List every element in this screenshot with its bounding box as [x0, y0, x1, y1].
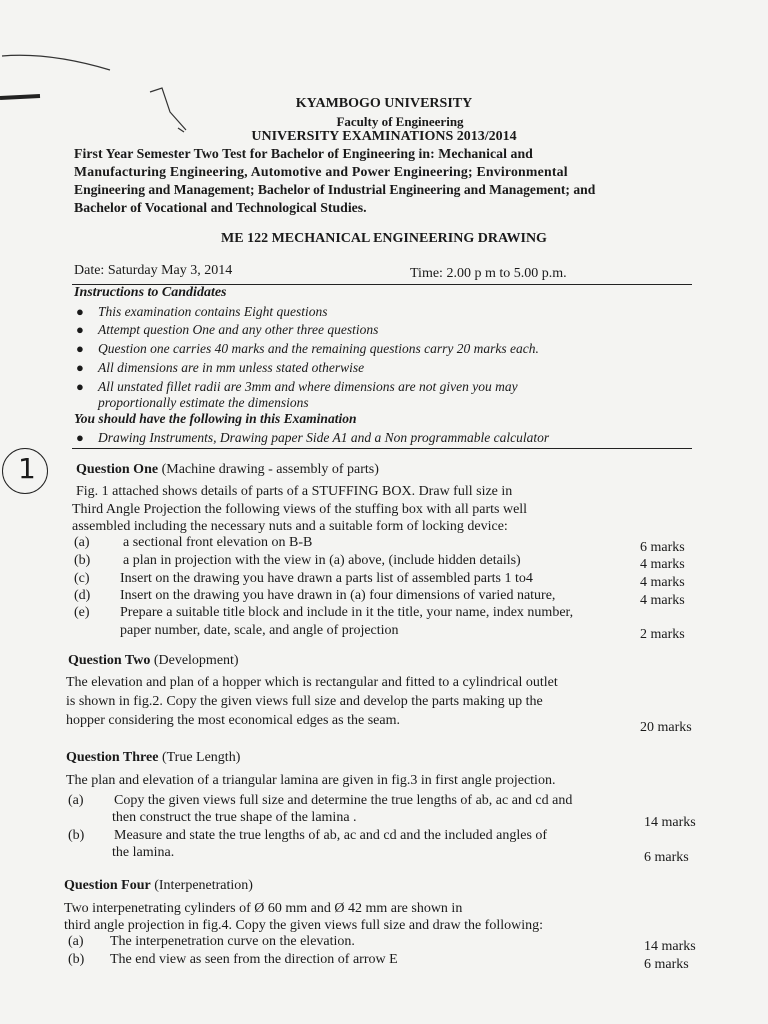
q3-part-text-cont: then construct the true shape of the lamina . [112, 810, 357, 825]
q1-title: Question One [76, 462, 159, 477]
q3-part-text-cont: the lamina. [112, 845, 175, 860]
q1-part-marks: 2 marks [640, 627, 685, 642]
q3-part-marks: 6 marks [644, 850, 689, 865]
q4-title: Question Four [64, 878, 151, 893]
q3-part-label: (b) [68, 828, 85, 843]
q2-marks: 20 marks [640, 720, 692, 735]
q1-part-label: (c) [74, 571, 90, 586]
bullet: ● [76, 430, 84, 445]
q4-part-label: (b) [68, 952, 85, 967]
program-line-2: Manufacturing Engineering, Automotive and Power Engineering; Environmental [74, 164, 568, 179]
exam-series: UNIVERSITY EXAMINATIONS 2013/2014 [251, 129, 517, 144]
q1-part-text: a sectional front elevation on B-B [123, 535, 313, 550]
q2-text-line: hopper considering the most economical edges as the seam. [66, 713, 400, 728]
q3-part-text: Copy the given views full size and determine the true lengths of ab, ac and cd and [114, 793, 573, 808]
q1-heading [76, 462, 379, 478]
instruction-item-cont: proportionally estimate the dimensions [98, 395, 309, 410]
q3-part-marks: 14 marks [644, 815, 696, 830]
bullet: ● [76, 379, 84, 394]
equipment-line: Drawing Instruments, Drawing paper Side A1 and a Non programmable calculator [98, 430, 550, 445]
q1-subtitle: (Machine drawing - assembly of parts) [161, 462, 379, 477]
q1-part-label: (d) [74, 588, 91, 603]
university-name: KYAMBOGO UNIVERSITY [295, 96, 473, 111]
q1-part-text: a plan in projection with the view in (a) above, (include hidden details) [123, 553, 521, 568]
margin-question-number: 1 [18, 452, 36, 485]
q4-part-text: The end view as seen from the direction of arrow E [110, 952, 398, 967]
q4-part-marks: 14 marks [644, 939, 696, 954]
q2-text-line: The elevation and plan of a hopper which is rectangular and fitted to a cylindrical outlet [66, 675, 558, 690]
faculty-name: Faculty of Engineering [336, 114, 464, 129]
q4-subtitle: (Interpenetration) [154, 878, 253, 893]
should-have-line: You should have the following in this Examination [74, 411, 357, 426]
q1-part-label: (e) [74, 605, 90, 620]
bullet: ● [76, 322, 84, 337]
q2-title: Question Two [68, 653, 151, 668]
exam-date: Date: Saturday May 3, 2014 [74, 263, 233, 278]
q1-part-text: Insert on the drawing you have drawn a parts list of assembled parts 1 to4 [120, 571, 533, 586]
q2-subtitle: (Development) [153, 653, 239, 668]
q3-heading [66, 750, 240, 766]
q4-heading [64, 878, 253, 894]
q1-part-marks: 4 marks [640, 575, 685, 590]
q3-subtitle: (True Length) [161, 750, 241, 765]
program-line-1: First Year Semester Two Test for Bachelor of Engineering in: Mechanical and [74, 146, 533, 161]
instruction-item: All unstated fillet radii are 3mm and where dimensions are not given you may [98, 379, 518, 394]
q1-part-marks: 6 marks [640, 540, 685, 555]
q2-text-line: is shown in fig.2. Copy the given views full size and develop the parts making up the [66, 694, 543, 709]
program-line-4: Bachelor of Vocational and Technological Studies. [74, 200, 367, 215]
instructions-title: Instructions to Candidates [74, 285, 227, 300]
q1-part-label: (a) [74, 535, 90, 550]
q1-part-text: Prepare a suitable title block and include in it the title, your name, index number, [120, 605, 574, 620]
q1-part-label: (b) [74, 553, 91, 568]
q3-title: Question Three [66, 750, 159, 765]
program-line-3: Engineering and Management; Bachelor of Industrial Engineering and Management; and [74, 182, 596, 197]
instruction-item: Question one carries 40 marks and the remaining questions carry 20 marks each. [98, 341, 539, 356]
q1-intro-line: Third Angle Projection the following views of the stuffing box with all parts well [72, 502, 528, 517]
q4-part-marks: 6 marks [644, 957, 689, 972]
q1-part-marks: 4 marks [640, 593, 685, 608]
bullet: ● [76, 360, 84, 375]
course-title: ME 122 MECHANICAL ENGINEERING DRAWING [221, 231, 547, 246]
instruction-item: Attempt question One and any other three questions [98, 322, 379, 337]
q3-intro: The plan and elevation of a triangular lamina are given in fig.3 in first angle projection. [66, 773, 556, 788]
q4-part-text: The interpenetration curve on the elevation. [110, 934, 355, 949]
q3-part-label: (a) [68, 793, 84, 808]
q1-part-text-cont: paper number, date, scale, and angle of projection [120, 623, 399, 638]
q4-text-line: Two interpenetrating cylinders of Ø 60 mm and Ø 42 mm are shown in [64, 901, 463, 916]
q1-part-text: Insert on the drawing you have drawn in (a) four dimensions of varied nature, [120, 588, 556, 603]
exam-time: Time: 2.00 p m to 5.00 p.m. [410, 266, 567, 281]
q2-heading [68, 653, 239, 669]
q4-text-line: third angle projection in fig.4. Copy the given views full size and draw the following: [64, 918, 544, 933]
bullet: ● [76, 341, 84, 356]
instruction-item: This examination contains Eight questions [98, 304, 328, 319]
instruction-item: All dimensions are in mm unless stated otherwise [98, 360, 365, 375]
q3-part-text: Measure and state the true lengths of ab, ac and cd and the included angles of [114, 828, 548, 843]
q1-intro-line: assembled including the necessary nuts and a suitable form of locking device: [72, 519, 508, 534]
instructions-divider [72, 448, 692, 449]
q1-intro-line: Fig. 1 attached shows details of parts of a STUFFING BOX. Draw full size in [76, 484, 513, 499]
q1-part-marks: 4 marks [640, 557, 685, 572]
q4-part-label: (a) [68, 934, 84, 949]
bullet: ● [76, 304, 84, 319]
